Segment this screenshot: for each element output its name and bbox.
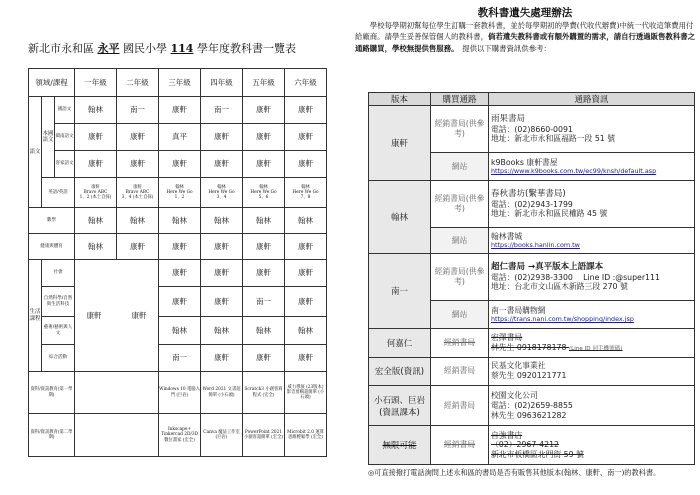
row-label-minnan: 閩南語文 bbox=[55, 124, 75, 151]
cell: Microbit 2.0 運算思維輕鬆學 (宏全) bbox=[285, 414, 327, 457]
dealer-address: 地址：新北市永和區福路一段 51 號 bbox=[491, 134, 616, 144]
cell: 康軒 bbox=[159, 151, 201, 178]
row-label-english: 英語/英語 bbox=[42, 178, 75, 208]
life-group-label: 生活課程 bbox=[29, 260, 42, 372]
table-row bbox=[29, 414, 327, 457]
cell: 翰林 bbox=[201, 317, 243, 345]
row-label-it2: 資科/資訊教育(第二學期) bbox=[29, 414, 75, 457]
row-label-social: 社會 bbox=[42, 260, 75, 287]
cell-volume: 1、2 (本土自採) bbox=[79, 195, 112, 201]
cell: 康軒 bbox=[285, 234, 327, 260]
cell: 康軒 bbox=[117, 151, 159, 178]
dealer-info bbox=[489, 181, 695, 228]
cell: Windows 10 電腦入門 (巨岩) bbox=[159, 372, 201, 414]
channel-dealer: 經銷書局(供參考) bbox=[431, 181, 489, 228]
cell-volume: 1、2 bbox=[174, 195, 185, 201]
dealer-address: 地址：新北市永和區民權路 45 號 bbox=[491, 209, 608, 219]
dealer-contact: 林先生 0963621282 bbox=[491, 410, 567, 420]
cell: 康軒 bbox=[285, 151, 327, 178]
title-district: 新北市永和區 bbox=[28, 42, 94, 55]
header-category: 領域/課程 bbox=[29, 69, 75, 97]
table-row bbox=[369, 254, 695, 301]
cell: 康軒 bbox=[201, 124, 243, 151]
cell: 翰林 bbox=[201, 208, 243, 234]
cell-publisher: 翰林 bbox=[259, 184, 268, 190]
textbook-table bbox=[28, 68, 327, 457]
cell: 翰林 bbox=[75, 234, 117, 260]
table-row bbox=[369, 181, 695, 228]
cell: 康軒 bbox=[243, 124, 285, 151]
cell: 康軒 bbox=[243, 97, 285, 124]
table-row bbox=[29, 317, 327, 345]
lost-textbook-description bbox=[355, 20, 695, 54]
web-info bbox=[489, 300, 695, 328]
cell: 康軒 bbox=[201, 234, 243, 260]
title-school: 永平 bbox=[97, 42, 120, 55]
cell-book: Bravo ABC bbox=[125, 189, 150, 195]
table-row bbox=[29, 234, 327, 260]
channel-web: 網站 bbox=[431, 227, 489, 253]
channel-dealer: 經銷書局(供參考) bbox=[431, 106, 489, 153]
row-label-chinese: 國語文 bbox=[55, 97, 75, 124]
table-row bbox=[369, 426, 695, 465]
web-link[interactable]: https://www.k9books.com.tw/ec99/knsh/default.asp bbox=[491, 167, 657, 176]
cell: 翰林 bbox=[243, 208, 285, 234]
cell: 威力導演 (23版本) 影音剪輯超簡單 (小石頭) bbox=[285, 372, 327, 414]
dealer-contact bbox=[491, 343, 694, 353]
dealer-name: 超仁書局 →真平版本上語課本 bbox=[491, 261, 604, 272]
cell: 康軒 bbox=[117, 234, 159, 260]
row-label-science: 自然科學/自然與生活科技 bbox=[42, 287, 75, 317]
header-grade-3: 三年級 bbox=[159, 69, 201, 97]
table-row bbox=[369, 385, 695, 426]
header-info: 通路資訊 bbox=[489, 93, 695, 106]
table-header-row bbox=[29, 69, 327, 97]
cell: 康軒 bbox=[285, 287, 327, 317]
cell-book: Here We Go bbox=[250, 189, 277, 195]
table-row bbox=[369, 329, 695, 357]
publisher-kangxuan: 康軒 bbox=[369, 106, 431, 181]
row-label-hakka: 客家語文 bbox=[55, 151, 75, 178]
cell-volume: 7、8 bbox=[300, 195, 311, 201]
header-channel: 購買通路 bbox=[431, 93, 489, 106]
cell: 康軒 bbox=[243, 260, 285, 287]
header-publisher: 版本 bbox=[369, 93, 431, 106]
cell: 康軒 bbox=[159, 260, 201, 287]
dealer-name: 宏澤書局 bbox=[491, 332, 523, 342]
cell: 康軒 bbox=[117, 124, 159, 151]
desc-bold: 倘若遺失教科書或有額外購置的需求，請自行透過販售教科書之通路購買，學校無提供售服務。 bbox=[355, 32, 695, 53]
dealer-info bbox=[489, 106, 695, 153]
row-label-math: 數學 bbox=[29, 208, 75, 234]
dealer-info bbox=[489, 385, 695, 426]
cell bbox=[75, 178, 117, 208]
table-row bbox=[29, 124, 327, 151]
cell: 康軒 bbox=[285, 345, 327, 372]
cell: 翰林 bbox=[159, 208, 201, 234]
cell: 康軒 bbox=[243, 151, 285, 178]
cell bbox=[201, 178, 243, 208]
cell-book: Bravo ABC bbox=[83, 189, 108, 195]
table-row bbox=[29, 151, 327, 178]
cell-book: Here We Go bbox=[292, 189, 319, 195]
web-link[interactable]: https://trans.nani.com.tw/shopping/index.jsp bbox=[491, 315, 634, 324]
cell-publisher: 康軒 bbox=[91, 184, 100, 190]
cell: 康軒 bbox=[201, 151, 243, 178]
header-grade-1: 一年級 bbox=[75, 69, 117, 97]
footnote: ◎可直接撥打電話詢問上述永和區的書局是否有販售其他版本(翰林、康軒、南一)的教科書。 bbox=[368, 468, 661, 477]
dealer-phone: 電話：(02)2938-3300 Line ID :@super111 bbox=[491, 272, 660, 282]
dealer-address: 新北市板橋區北門街 59 號 bbox=[491, 450, 584, 460]
dealer-address: 地址：台北市文山區木新路三段 270 號 bbox=[491, 282, 628, 292]
cell: 翰林 bbox=[159, 317, 201, 345]
header-grade-4: 四年級 bbox=[201, 69, 243, 97]
cell: Inkscape+ Tinkercad 2D/3D數位畫家 (宏全) bbox=[159, 414, 201, 457]
dealer-name: 自強書店 bbox=[491, 430, 523, 440]
cell: 康軒 bbox=[201, 287, 243, 317]
lang-group-label: 語文 bbox=[29, 97, 42, 208]
channel-dealer: 經銷書局 bbox=[431, 385, 489, 426]
dealer-info bbox=[489, 254, 695, 301]
cell: PowerPoint 2021 小創客超簡單 (宏全) bbox=[243, 414, 285, 457]
cell: 南一 bbox=[159, 345, 201, 372]
cell: 翰林 bbox=[285, 208, 327, 234]
header-grade-5: 五年級 bbox=[243, 69, 285, 97]
table-row bbox=[29, 345, 327, 372]
desc-part-1: 學校每學期初幫每位學生訂購一套教科書，並於每學期初的學費(代收代辦費)中統一代收這筆費用付給廠商。請學生妥善保管個人的教科書， bbox=[355, 21, 694, 42]
dealer-name: 春秋書坊(繫華書局) bbox=[491, 188, 566, 199]
cell: 康軒 bbox=[285, 260, 327, 287]
web-info bbox=[489, 152, 695, 180]
web-name: k9Books 康軒書屋 bbox=[491, 157, 558, 167]
dealer-name: 雨果書局 bbox=[491, 113, 526, 124]
title-post: 學年度教科書一覽表 bbox=[196, 42, 296, 55]
channel-dealer: 經銷書局 bbox=[431, 329, 489, 357]
publisher-wuxian: 無限可能 bbox=[369, 426, 431, 465]
web-name: 南一書局購物網 bbox=[491, 305, 546, 315]
web-info bbox=[489, 227, 695, 253]
cell: 翰林 bbox=[285, 317, 327, 345]
table-row bbox=[29, 178, 327, 208]
dealer-phone: （02）2967-4212 bbox=[491, 440, 560, 450]
publisher-nanyi: 南一 bbox=[369, 254, 431, 329]
cell: 康軒 bbox=[75, 124, 117, 151]
dealer-name: 校園文化公司 bbox=[491, 391, 538, 401]
table-row bbox=[29, 260, 327, 287]
native-group-label: 本國語文 bbox=[42, 97, 55, 178]
title-mid: 國民小學 bbox=[123, 42, 167, 55]
cell-volume: 5、6 bbox=[258, 195, 269, 201]
table-header-row bbox=[369, 93, 695, 106]
dealer-phone: 電話：(02)8660-0091 bbox=[491, 124, 573, 134]
cell bbox=[159, 178, 201, 208]
desc-part-2: 提供以下購書資訊供參考： bbox=[462, 43, 551, 53]
row-label-it1: 資科/資訊教育(第一學期) bbox=[29, 372, 75, 414]
cell bbox=[285, 178, 327, 208]
publisher-hejiaren: 何嘉仁 bbox=[369, 329, 431, 357]
web-link[interactable]: https://books.hanlin.com.tw bbox=[491, 241, 580, 250]
cell: 翰林 bbox=[75, 208, 117, 234]
cell: 康軒 bbox=[201, 260, 243, 287]
channel-dealer: 經銷書局(供參考) bbox=[431, 254, 489, 301]
dealer-phone: 蔡先生 0920121771 bbox=[491, 371, 567, 381]
cell-book: Here We Go bbox=[166, 189, 193, 195]
table-row bbox=[29, 372, 327, 414]
dealer-phone: 林先生 0918178178 bbox=[491, 342, 567, 352]
web-name: 翰林書城 bbox=[491, 231, 523, 241]
life-g1: 康軒 bbox=[86, 310, 102, 320]
channel-web: 網站 bbox=[431, 300, 489, 328]
table-row bbox=[369, 106, 695, 153]
cell: 翰林 bbox=[243, 317, 285, 345]
publisher-xiaoshitou: 小石頭、巨岩(資訊課本) bbox=[369, 385, 431, 426]
cell-publisher: 康軒 bbox=[133, 184, 142, 190]
life-course-cell bbox=[75, 260, 159, 372]
cell: 真平 bbox=[159, 124, 201, 151]
channel-dealer: 經銷書局 bbox=[431, 357, 489, 385]
cell-book: Here We Go bbox=[208, 189, 235, 195]
page-title bbox=[28, 40, 338, 56]
cell: 康軒 bbox=[75, 151, 117, 178]
header-grade-2: 二年級 bbox=[117, 69, 159, 97]
cell: 康軒 bbox=[285, 124, 327, 151]
cell-publisher: 翰林 bbox=[175, 184, 184, 190]
cell: 康軒 bbox=[159, 234, 201, 260]
dealer-phone: 電話：(02)2659-8855 bbox=[491, 400, 573, 410]
cell: 南一 bbox=[243, 287, 285, 317]
dealer-phone: 電話：(02)2943-1799 bbox=[491, 199, 573, 209]
table-row bbox=[369, 357, 695, 385]
row-label-arts: 藝術/藝術與人文 bbox=[42, 317, 75, 345]
dealer-info bbox=[489, 357, 695, 385]
cell: 南一 bbox=[201, 97, 243, 124]
table-row bbox=[29, 208, 327, 234]
cell: 康軒 bbox=[243, 345, 285, 372]
publisher-hanlin: 翰林 bbox=[369, 181, 431, 254]
row-label-integrated: 綜合活動 bbox=[42, 345, 75, 372]
cell: 康軒 bbox=[159, 97, 201, 124]
cell: 康軒 bbox=[201, 345, 243, 372]
cell-publisher: 翰林 bbox=[217, 184, 226, 190]
cell-empty bbox=[75, 372, 159, 414]
cell-volume: 3、4 bbox=[216, 195, 227, 201]
cell-empty bbox=[75, 414, 159, 457]
channel-dealer: 經銷書局 bbox=[431, 426, 489, 465]
cell: 南一 bbox=[117, 97, 159, 124]
header-grade-6: 六年級 bbox=[285, 69, 327, 97]
channel-web: 網站 bbox=[431, 152, 489, 180]
purchase-info-table bbox=[368, 92, 695, 465]
cell bbox=[243, 178, 285, 208]
cell-volume: 3、4 (本土自採) bbox=[121, 195, 154, 201]
publisher-hongquan: 宏全版(資訊) bbox=[369, 357, 431, 385]
cell: Word 2021 文書超簡單 (小石頭) bbox=[201, 372, 243, 414]
cell bbox=[117, 178, 159, 208]
table-row bbox=[29, 97, 327, 124]
table-row bbox=[29, 287, 327, 317]
cell: 康軒 bbox=[285, 97, 327, 124]
cell: 康軒 bbox=[243, 234, 285, 260]
dealer-name: 民基文化事業社 bbox=[491, 361, 546, 371]
life-g2: 康軒 bbox=[131, 310, 147, 320]
cell: Scratch3 小創客寫程式 (宏全) bbox=[243, 372, 285, 414]
lost-textbook-title: 教科書遺失處理辦法 bbox=[477, 7, 573, 19]
cell: 康軒 bbox=[159, 287, 201, 317]
dealer-info bbox=[489, 426, 695, 465]
cell: Canva 魔法工作室 (巨岩) bbox=[201, 414, 243, 457]
cell: 翰林 bbox=[75, 97, 117, 124]
dealer-line-note: (Line ID 同手機號碼) bbox=[568, 345, 623, 352]
row-label-health: 健康與體育 bbox=[29, 234, 75, 260]
cell-publisher: 翰林 bbox=[301, 184, 310, 190]
cell: 翰林 bbox=[117, 208, 159, 234]
title-year: 114 bbox=[170, 42, 194, 55]
dealer-info bbox=[489, 329, 695, 357]
